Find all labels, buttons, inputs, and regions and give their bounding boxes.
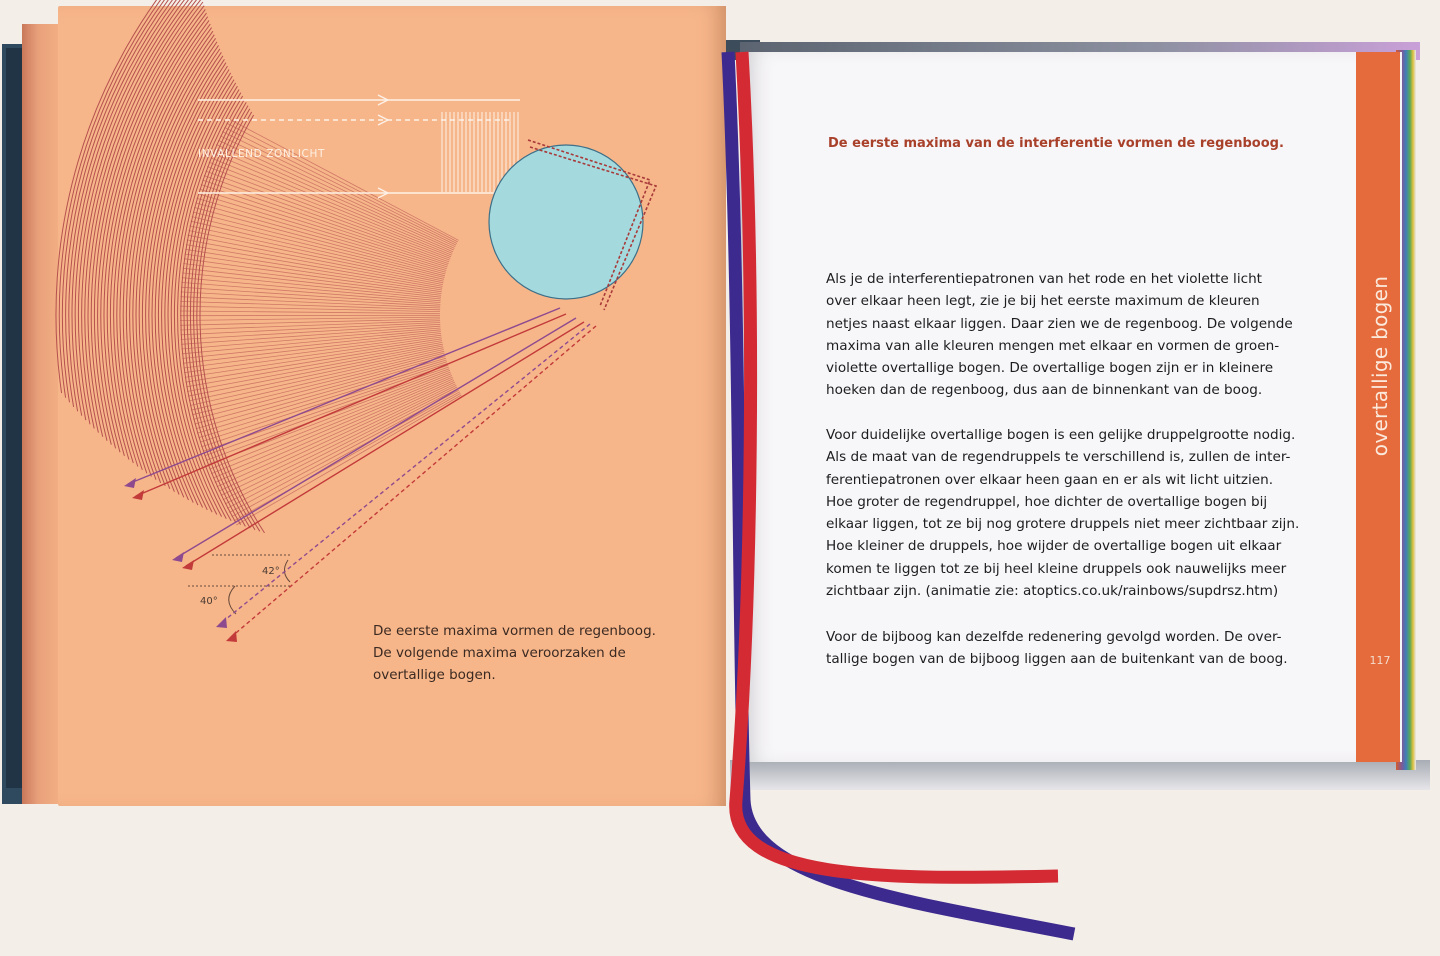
angle-label-42: 42° [262,566,280,577]
text-line: Hoe groter de regendruppel, hoe dichter de overtallige bogen bij [826,493,1268,510]
text-line: tallige bogen van de bijboog liggen aan de buitenkant van de boog. [826,651,1288,668]
text-line: over elkaar heen legt, zie je bij het eerste maximum de kleuren [826,293,1260,310]
text-line: ferentiepatronen over elkaar heen gaan en er als wit licht uitzien. [826,471,1274,488]
text-line: maxima van alle kleuren mengen met elkaar en vormen de groen- [826,337,1280,354]
text-line: Hoe kleiner de druppels, hoe wijder de overtallige bogen uit elkaar [826,538,1282,555]
page-number: 117 [1369,654,1391,667]
caption-line: overtallige bogen. [373,667,496,683]
text-line: zichtbaar zijn. (animatie zie: atoptics.co.uk/rainbows/supdrsz.htm) [826,583,1279,600]
angle-label-40: 40° [200,596,218,607]
text-line: Als de maat van de regendruppels te verschillend is, zullen de inter- [826,449,1291,466]
caption-line: De eerste maxima vormen de regenboog. [373,623,656,639]
text-line: Voor duidelijke overtallige bogen is een gelijke druppelgrootte nodig. [826,427,1296,443]
chapter-tab-label: overtallige bogen [1368,275,1392,457]
ribbon-purple [728,52,1074,934]
text-line: netjes naast elkaar liggen. Daar zien we de regenboog. De volgende [826,315,1293,332]
text-line: hoeken dan de regenboog, dus aan de binnenkant van de boog. [826,382,1263,399]
page-heading: De eerste maxima van de interferentie vormen de regenboog. [828,136,1284,151]
text-line: Voor de bijboog kan dezelfde redenering gevolgd worden. De over- [826,629,1282,645]
ribbon-red [736,52,1058,877]
text-line: Als je de interferentiepatronen van het rode en het violette licht [826,271,1263,287]
text-line: komen te liggen tot ze bij heel kleine druppels ook nauwelijks meer [826,560,1287,577]
caption-line: De volgende maxima veroorzaken de [373,645,626,661]
sunlight-label: INVALLEND ZONLICHT [198,148,325,160]
text-line: violette overtallige bogen. De overtallige bogen zijn er in kleinere [826,360,1274,377]
text-line: elkaar liggen, tot ze bij nog grotere druppels niet meer zichtbaar zijn. [826,516,1300,533]
